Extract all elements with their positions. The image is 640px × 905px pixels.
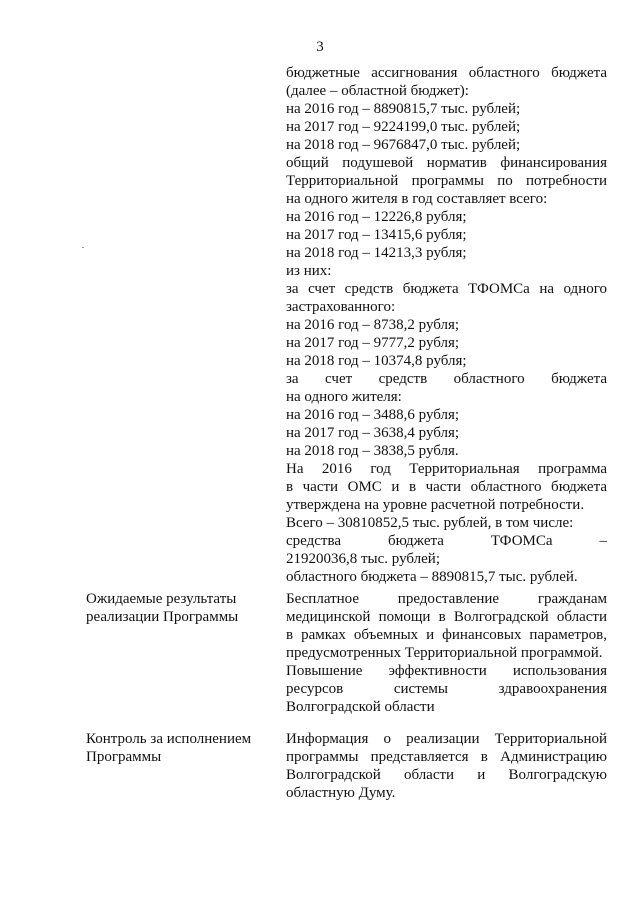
budget-line: средства бюджета ТФОМСа –: [286, 533, 607, 549]
section-label-line: Ожидаемые результаты: [86, 591, 237, 607]
budget-line: Всего – 30810852,5 тыс. рублей, в том числе:: [286, 515, 574, 531]
section-text-line: Информация о реализации Территориальной: [286, 731, 607, 747]
budget-line: на 2018 год – 9676847,0 тыс. рублей;: [286, 137, 521, 153]
budget-line: утверждена на уровне расчетной потребности.: [286, 497, 585, 513]
section-text-line: в рамках объемных и финансовых параметров,: [286, 627, 607, 643]
budget-line: 21920036,8 тыс. рублей;: [286, 551, 440, 567]
budget-line: за счет средств бюджета ТФОМСа на одного: [286, 281, 607, 297]
budget-line: областного бюджета – 8890815,7 тыс. рублей.: [286, 569, 578, 585]
budget-line: бюджетные ассигнования областного бюджета: [286, 65, 607, 81]
section-text-line: медицинской помощи в Волгоградской области: [286, 609, 607, 625]
budget-line: на 2018 год – 14213,3 рубля;: [286, 245, 467, 261]
section-text-line: Волгоградской области: [286, 699, 435, 715]
budget-line: на 2016 год – 8738,2 рубля;: [286, 317, 460, 333]
budget-line: за счет средств областного бюджета: [286, 371, 607, 387]
budget-line: на 2016 год – 3488,6 рубля;: [286, 407, 460, 423]
budget-line: Территориальной программы по потребности: [286, 173, 607, 189]
section-text-line: ресурсов системы здравоохранения: [286, 681, 607, 697]
budget-line: на 2017 год – 13415,6 рубля;: [286, 227, 467, 243]
budget-line: На 2016 год Территориальная программа: [286, 461, 607, 477]
section-text-line: Повышение эффективности использования: [286, 663, 607, 679]
budget-line: из них:: [286, 263, 332, 279]
section-label-line: реализации Программы: [86, 609, 239, 625]
section-text-line: предусмотренных Территориальной программой.: [286, 645, 603, 661]
section-text-line: программы представляется в Администрацию: [286, 749, 607, 765]
section-label-line: Программы: [86, 749, 162, 765]
budget-line: на 2017 год – 9224199,0 тыс. рублей;: [286, 119, 521, 135]
section-label-line: Контроль за исполнением: [86, 731, 252, 747]
budget-line: на одного жителя в год составляет всего:: [286, 191, 548, 207]
budget-line: (далее – областной бюджет):: [286, 83, 469, 99]
section-text-line: Бесплатное предоставление гражданам: [286, 591, 607, 607]
budget-line: на 2017 год – 9777,2 рубля;: [286, 335, 460, 351]
budget-line: на одного жителя:: [286, 389, 402, 405]
budget-line: на 2016 год – 8890815,7 тыс. рублей;: [286, 101, 521, 117]
section-text-line: областную Думу.: [286, 785, 396, 801]
budget-line: на 2017 год – 3638,4 рубля;: [286, 425, 460, 441]
budget-line: общий подушевой норматив финансирования: [286, 155, 607, 171]
section-text-line: Волгоградской области и Волгоградскую: [286, 767, 607, 783]
budget-line: в части ОМС и в части областного бюджета: [286, 479, 607, 495]
scan-speck: [82, 247, 84, 248]
budget-line: на 2016 год – 12226,8 рубля;: [286, 209, 467, 225]
page-number: 3: [316, 39, 324, 55]
budget-line: на 2018 год – 3838,5 рубля.: [286, 443, 459, 459]
budget-line: застрахованного:: [286, 299, 396, 315]
budget-line: на 2018 год – 10374,8 рубля;: [286, 353, 467, 369]
